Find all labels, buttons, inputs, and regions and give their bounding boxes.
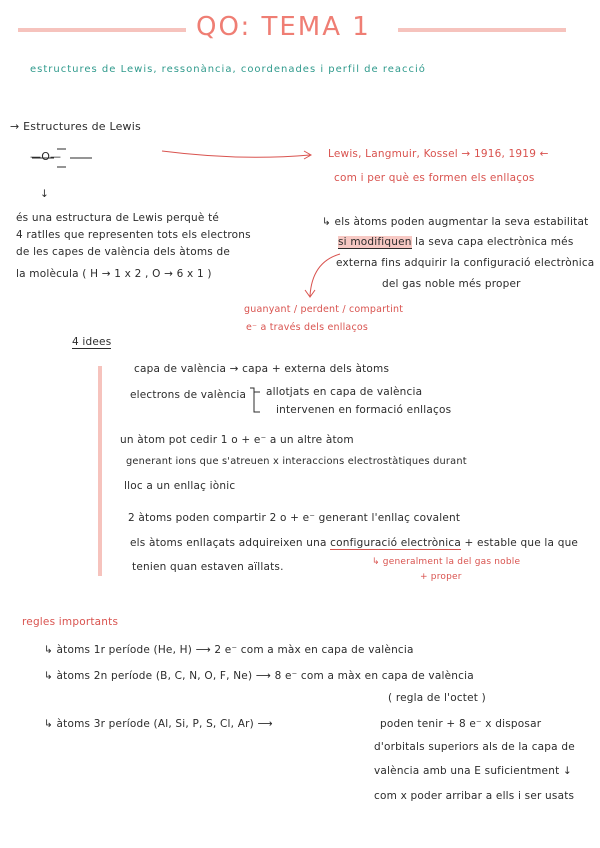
molecule-bonds: —O— <box>30 150 62 163</box>
title-bar-right <box>398 28 566 32</box>
rules-heading: regles importants <box>22 616 119 628</box>
rule-3: ↳ àtoms 3r període (Al, Si, P, S, Cl, Ar) ⟶ <box>44 718 273 730</box>
atoms-line-3: externa fins adquirir la configuració electrònica <box>336 257 595 269</box>
rule-3-line-1: poden tenir + 8 e⁻ x disposar <box>380 718 542 730</box>
atoms-line-2 <box>338 236 574 248</box>
ideas-4b-pre: els àtoms enllaçats adquireixen una <box>130 537 327 549</box>
ideas-line-4b <box>130 537 578 549</box>
rule-3-line-4: com x poder arribar a ells i ser usats <box>374 790 575 802</box>
molecule-drawing <box>30 148 100 168</box>
ideas-line-3a: un àtom pot cedir 1 o + e⁻ a un altre àtom <box>120 434 354 446</box>
atoms-line-1 <box>322 216 588 228</box>
rule-3-line-3: valència amb una E suficientment ↓ <box>374 765 572 777</box>
atoms-highlight: si modifiquen <box>338 236 412 248</box>
page-title: QO: TEMA 1 <box>196 12 371 42</box>
rule-2-octet: ( regla de l'octet ) <box>388 692 486 704</box>
lewis-desc-2: 4 ratlles que representen tots els electrons <box>16 229 251 241</box>
page-subtitle: estructures de Lewis, ressonància, coordenades i perfil de reacció <box>30 64 426 75</box>
ideas-line-2a: allotjats en capa de valència <box>266 386 423 398</box>
annotation-2: e⁻ a través dels enllaços <box>246 322 369 333</box>
lewis-heading: → Estructures de Lewis <box>10 120 141 133</box>
ideas-brace <box>248 386 264 416</box>
authors-note: Lewis, Langmuir, Kossel → 1916, 1919 ← <box>328 148 549 160</box>
ideas-side-bar <box>98 366 102 576</box>
atoms-text-pre: ↳ els àtoms poden augmentar la seva estabilitat <box>322 216 589 228</box>
ideas-line-3b: generant ions que s'atreuen x interaccions electrostàtiques durant <box>126 456 467 467</box>
ideas-line-3c: lloc a un enllaç iònic <box>124 480 236 492</box>
ideas-line-2: electrons de valència <box>130 389 247 401</box>
annotation-arrow <box>300 252 350 302</box>
rule-2: ↳ àtoms 2n període (B, C, N, O, F, Ne) ⟶ 8 e⁻ com a màx en capa de valència <box>44 670 474 682</box>
rule-1: ↳ àtoms 1r període (He, H) ⟶ 2 e⁻ com a màx en capa de valència <box>44 644 414 656</box>
ideas-note-2: + proper <box>420 572 462 582</box>
ideas-4b-post: + estable que la que <box>460 537 579 549</box>
authors-arrow <box>160 145 320 165</box>
atoms-text-post: la seva capa electrònica més <box>411 236 574 248</box>
rule-3-line-2: d'orbitals superiors als de la capa de <box>374 741 575 753</box>
ideas-line-4a: 2 àtoms poden compartir 2 o + e⁻ generant l'enllaç covalent <box>128 512 461 524</box>
ideas-4b-highlight: configuració electrònica <box>330 537 461 549</box>
down-arrow: ↓ <box>40 188 49 200</box>
ideas-line-4c: tenien quan estaven aïllats. <box>132 561 284 573</box>
ideas-note-1: ↳ generalment la del gas noble <box>372 557 521 567</box>
atoms-line-4: del gas noble més proper <box>382 278 521 290</box>
annotation-1: guanyant / perdent / compartint <box>244 304 404 315</box>
lewis-desc-3: de les capes de valència dels àtoms de <box>16 246 230 258</box>
title-bar-left <box>18 28 186 32</box>
lewis-desc-1: és una estructura de Lewis perquè té <box>16 212 220 224</box>
lewis-desc-4: la molècula ( H → 1 x 2 , O → 6 x 1 ) <box>16 268 212 280</box>
question-note: com i per què es formen els enllaços <box>334 172 535 184</box>
ideas-line-2b: intervenen en formació enllaços <box>276 404 452 416</box>
ideas-label: 4 idees <box>72 336 112 348</box>
ideas-line-1: capa de valència → capa + externa dels àtoms <box>134 363 390 375</box>
